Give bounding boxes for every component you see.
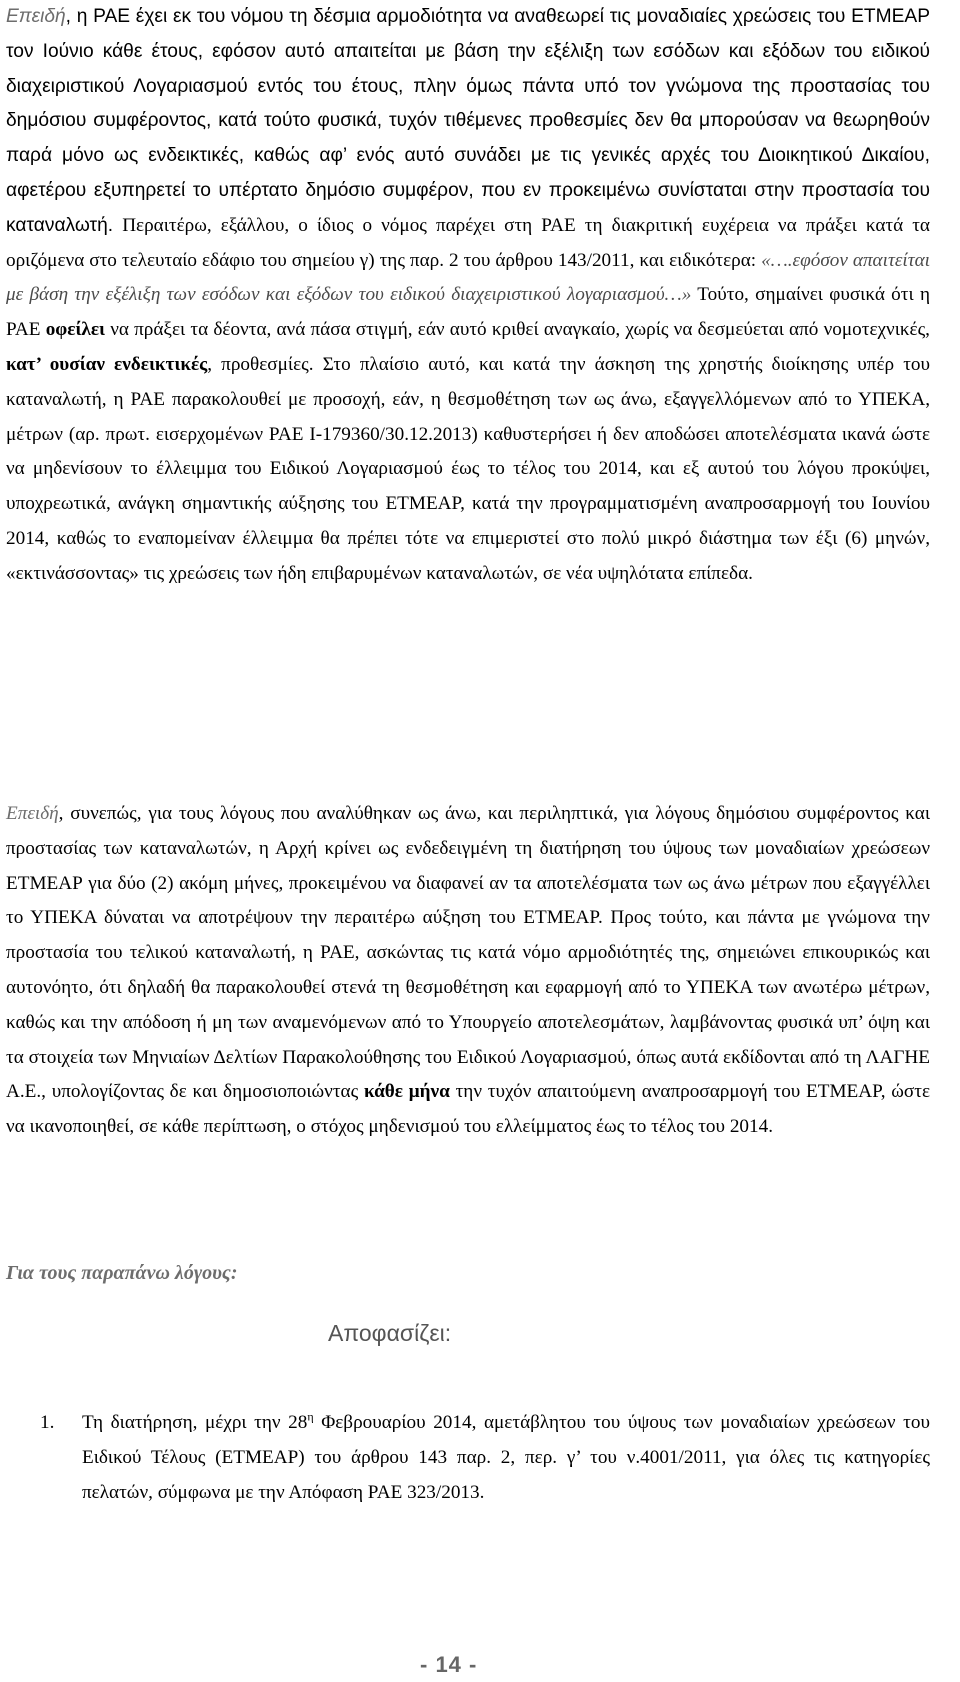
paragraph-1-text: , η ΡΑΕ έχει εκ του νόμου τη δέσμια αρμοδιότητα να αναθεωρεί τις μοναδιαίες χρεώσεις του ΕΤΜΕΑΡ τον Ιούνιο κάθε έτους, εφόσον αυτό απαιτείται με βάση την εξέλιξη των εσόδων και εξόδων του ειδικού διαχειριστικού Λογαριασμού εντός του έτους, πλην όμως πάντα υπό τον γνώμονα της προστασίας του δημόσιου συμφέροντος, κατά τούτο φυσικά, τυχόν τιθέμενες προθεσμίες δεν θα μπορούσαν να θεωρηθούν παρά μόνο ως ενδεικτικές, καθώς αφ’ ενός αυτό συνάδει με τις γενικές αρχές του Διοικητικού Δικαίου, αφετέρου εξυπηρετεί το υπέρτατο δημόσιο συμφέρον, που εν προκειμένω συνίσταται στην προστασία του καταναλωτή. — [6, 6, 930, 236]
paragraph-2 — [6, 797, 930, 1145]
emphasis-indicative: κατ’ ουσίαν ενδεικτικές — [6, 353, 208, 375]
reasons-heading: Για τους παραπάνω λόγους: — [6, 1262, 238, 1284]
quoted-law-excerpt: «….εφόσον απαιτείται με βάση την εξέλιξη των εσόδων και εξόδων του ειδικού διαχειριστικού λογαριασμού…» — [6, 249, 930, 306]
page-number: - 14 - — [420, 1652, 478, 1677]
emphasis-every-month: κάθε μήνα — [363, 1081, 450, 1103]
decision-item-text-b: Φεβρουαρίου 2014, αμετάβλητου του ύψους των μοναδιαίων χρεώσεων του Ειδικού Τέλους (ΕΤΜΕΑΡ) του άρθρου 143 παρ. 2, περ. γ’ του ν.4001/2011, για όλες τις κατηγορίες πελατών, σύμφωνα με την Απόφαση ΡΑΕ 323/2013. — [82, 1412, 930, 1503]
emphasis-ofeilei: οφείλει — [45, 319, 105, 341]
decision-item-text — [82, 1406, 930, 1510]
paragraph-1-text-cont-2: να πράξει τα δέοντα, ανά πάσα στιγμή, εάν αυτό κριθεί αναγκαίο, χωρίς να δεσμεύεται από νομοτεχνικές, — [105, 319, 930, 341]
decision-item-text-a: Τη διατήρηση, μέχρι την 28 — [82, 1412, 308, 1433]
paragraph-2-text-end: την τυχόν απαιτούμενη αναπροσαρμογή του ΕΤΜΕΑΡ, ώστε να ικανοποιηθεί, σε κάθε περίπτωση, ο στόχος μηδενισμού του ελλείμματος έως το τέλος του 2014. — [6, 1081, 930, 1138]
paragraph-1-text-cont: Τούτο, σημαίνει φυσικά ότι η ΡΑΕ — [6, 284, 930, 341]
decides-heading: Αποφασίζει: — [328, 1320, 452, 1346]
decision-item-number: 1. — [40, 1412, 55, 1433]
keyword-epeidi: Επειδή — [6, 6, 66, 27]
keyword-epeidi-2: Επειδή — [6, 803, 59, 824]
ordinal-superscript: η — [307, 1409, 314, 1424]
decision-item-1 — [6, 1406, 930, 1510]
paragraph-2-text: , συνεπώς, για τους λόγους που αναλύθηκαν ως άνω, και περιληπτικά, για λόγους δημόσιου συμφέροντος και προστασίας των καταναλωτών, η Αρχή κρίνει ως ενδεδειγμένη τη διατήρηση του ύψους των μοναδιαίων χρεώσεων ΕΤΜΕΑΡ για δύο (2) ακόμη μήνες, προκειμένου να διαφανεί αν τα αποτελέσματα των ως άνω μέτρων που εξαγγέλλει το ΥΠΕΚΑ δύναται να αποτρέψουν την περαιτέρω αύξηση του ΕΤΜΕΑΡ. Προς τούτο, και πάντα με γνώμονα την προστασία του τελικού καταναλωτή, η ΡΑΕ, ασκώντας τις κατά νόμο αρμοδιότητές της, σημειώνει επικουρικώς και αυτονόητο, ότι δηλαδή θα παρακολουθεί στενά τη θεσμοθέτηση και εφαρμογή από το ΥΠΕΚΑ των ανωτέρω μέτρων, καθώς και την απόδοση ή μη των αναμενόμενων από το Υπουργείο αποτελεσμάτων, λαμβάνοντας φυσικά υπ’ όψη και τα στοιχεία των Μηνιαίων Δελτίων Παρακολούθησης του Ειδικού Λογαριασμού, όπως αυτά εκδίδονται από τη ΛΑΓΗΕ Α.Ε., υπολογίζοντας δε και δημοσιοποιώντας — [6, 803, 930, 1103]
paragraph-1-text-serif: Περαιτέρω, εξάλλου, ο ίδιος ο νόμος παρέχει στη ΡΑΕ τη διακριτική ευχέρεια να πράξει κατά τα οριζόμενα στο τελευταίο εδάφιο του σημείου γ) της παρ. 2 του άρθρου 143/2011, και ειδικότερα: — [6, 214, 930, 271]
paragraph-1-text-end: , προθεσμίες. Στο πλαίσιο αυτό, και κατά την άσκηση της χρηστής διοίκησης υπέρ του καταναλωτή, η ΡΑΕ παρακολουθεί με προσοχή, εάν, η θεσμοθέτηση των ως άνω, εξαγγελλόμενων από το ΥΠΕΚΑ, μέτρων (αρ. πρωτ. εισερχομένων ΡΑΕ Ι-179360/30.12.2013) καθυστερήσει ή δεν αποδώσει αποτελέσματα ικανά ώστε να μηδενίσουν το έλλειμμα του Ειδικού Λογαριασμού έως το τέλος του 2014, και εξ αυτού του λόγου προκύψει, υποχρεωτικά, ανάγκη σημαντικής αύξησης του ΕΤΜΕΑΡ, κατά την προγραμματισμένη αναπροσαρμογή του Ιουνίου 2014, καθώς το εναπομείναν έλλειμμα θα πρέπει τότε να επιμεριστεί στο πολύ μικρό διάστημα των έξι (6) μηνών, «εκτινάσσοντας» τις χρεώσεις των ήδη επιβαρυμένων καταναλωτών, σε νέα υψηλότατα επίπεδα. — [6, 353, 930, 584]
paragraph-1 — [6, 0, 930, 592]
